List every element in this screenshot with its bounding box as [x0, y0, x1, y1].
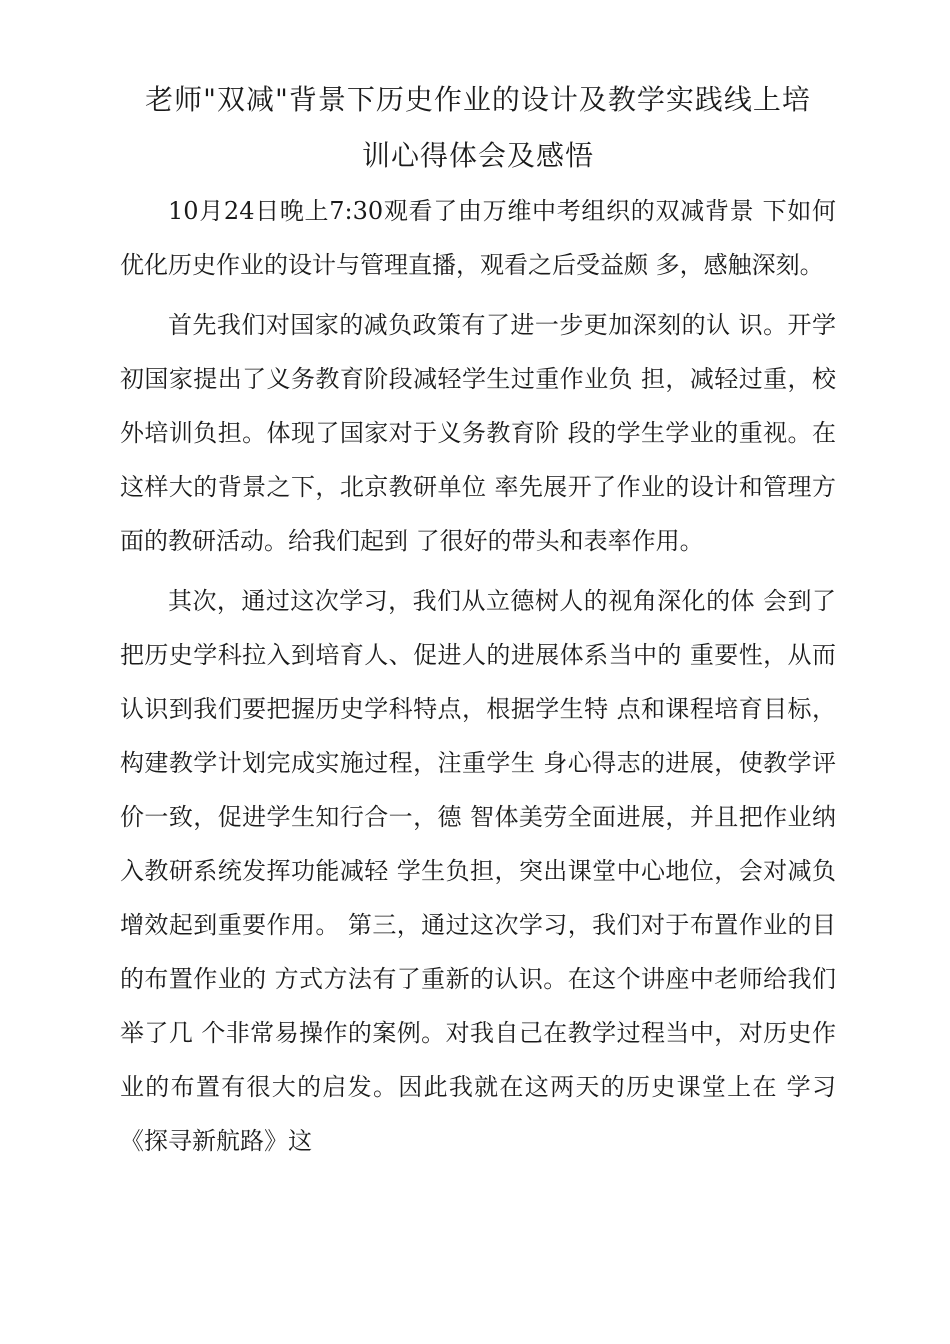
document-page [120, 72, 836, 1168]
document-title-line-2: 训心得体会及感悟 [361, 139, 594, 172]
paragraph-2: 首先我们对国家的减负政策有了进一步更加深刻的认 识。开学初国家提出了义务教育阶段减轻学生过重作业负 担，减轻过重，校外培训负担。体现了国家对于义务教育阶 段的学生学业的重视。在这样大的背景之下，北京教研单位 率先展开了作业的设计和管理方面的教研活动。给我们起到 了很好的带头和表率作用。 [120, 311, 836, 555]
document-title-block [120, 72, 836, 184]
document-title-line-1: 老师"双减"背景下历史作业的设计及教学实践线上培 [145, 83, 811, 116]
paragraph-1: 10月24日晚上7:30观看了由万维中考组织的双减背景 下如何优化历史作业的设计与管理直播，观看之后受益颇 多，感触深刻。 [120, 197, 836, 279]
paragraph-3: 其次，通过这次学习，我们从立德树人的视角深化的体 会到了把历史学科拉入到培育人、促进人的进展体系当中的 重要性，从而认识到我们要把握历史学科特点，根据学生特 点和课程培育目标，构建教学计划完成实施过程，注重学生 身心得志的进展，使教学评价一致，促进学生知行合一，德 智体美劳全面进展，并且把作业纳入教研系统发挥功能减轻 学生负担，突出课堂中心地位，会对减负增效起到重要作用。 第三，通过这次学习，我们对于布置作业的目的布置作业的 方式方法有了重新的认识。在这个讲座中老师给我们举了几 个非常易操作的案例。对我自己在教学过程当中，对历史作 业的布置有很大的启发。因此我就在这两天的历史课堂上在 学习《探寻新航路》这 [120, 587, 836, 1155]
